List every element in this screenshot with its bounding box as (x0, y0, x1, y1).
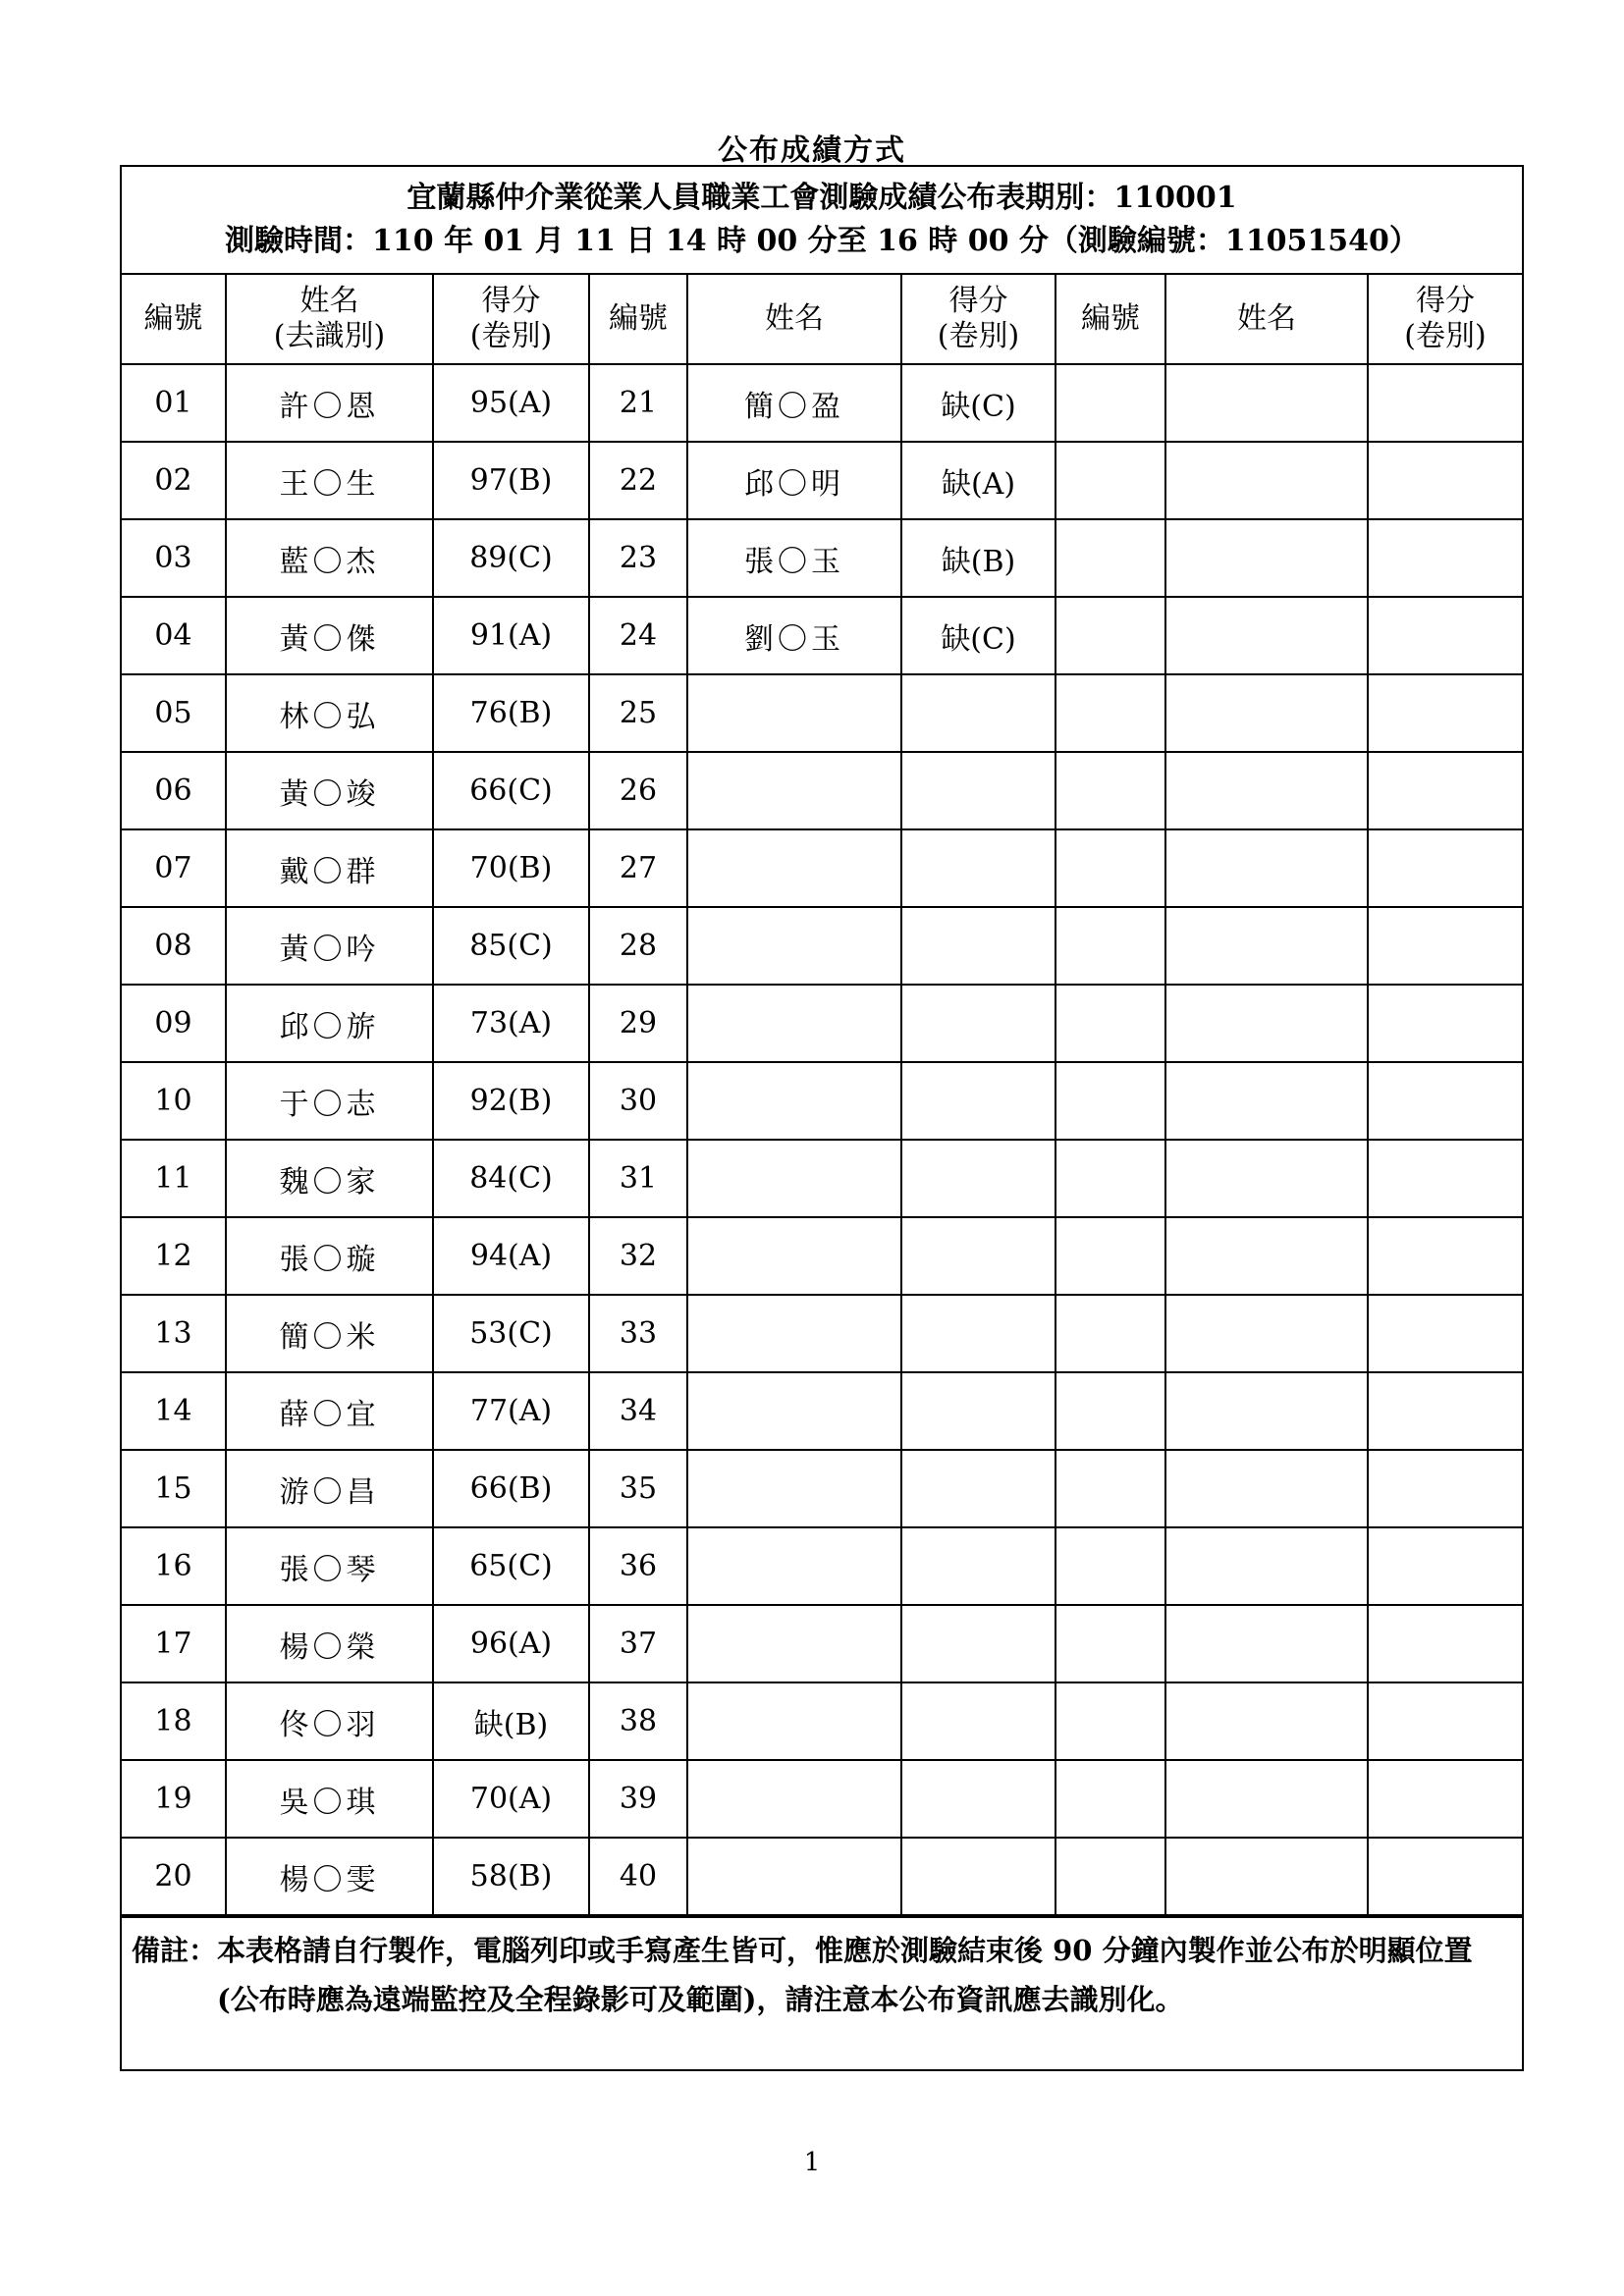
entry-number: 31 (589, 1140, 687, 1217)
entry-name: 戴〇群 (226, 829, 433, 907)
header-exam-time: 測驗時間：110 年 01 月 11 日 14 時 00 分至 16 時 00 分（測驗編號：11051540） (225, 224, 1419, 258)
entry-number: 36 (589, 1527, 687, 1605)
entry-score-empty (1368, 1062, 1522, 1140)
table-row (122, 1682, 1522, 1760)
entry-name (687, 985, 901, 1062)
entry-score (901, 1062, 1056, 1140)
entry-score (901, 907, 1056, 985)
col-score-main: 得分 (1416, 284, 1475, 318)
entry-name-empty (1165, 1295, 1368, 1372)
entry-number: 26 (589, 752, 687, 829)
entry-name: 林〇弘 (226, 674, 433, 752)
entry-number: 04 (122, 597, 226, 674)
table-row (122, 907, 1522, 985)
col-score-sub: (卷別) (469, 319, 553, 353)
entry-score (901, 1450, 1056, 1527)
entry-score-empty (1368, 1760, 1522, 1838)
entry-score (901, 1605, 1056, 1682)
entry-name (687, 1450, 901, 1527)
entry-score-empty (1368, 1605, 1522, 1682)
entry-score (901, 1527, 1056, 1605)
entry-number-empty (1056, 829, 1165, 907)
entry-score (901, 1295, 1056, 1372)
entry-name: 邱〇明 (687, 442, 901, 519)
entry-score-empty (1368, 364, 1522, 442)
entry-number: 38 (589, 1682, 687, 1760)
header-union-period: 宜蘭縣仲介業從業人員職業工會測驗成績公布表期別：110001 (406, 181, 1237, 215)
table-row (122, 1217, 1522, 1295)
col-name-header (226, 275, 433, 364)
entry-number: 02 (122, 442, 226, 519)
column-header-row (122, 275, 1522, 364)
entry-score: 96(A) (433, 1605, 589, 1682)
entry-name-empty (1165, 1217, 1368, 1295)
entry-name (687, 1605, 901, 1682)
entry-number: 03 (122, 519, 226, 597)
entry-name: 邱〇旂 (226, 985, 433, 1062)
entry-score: 92(B) (433, 1062, 589, 1140)
score-grid (122, 275, 1522, 1916)
entry-number: 17 (122, 1605, 226, 1682)
entry-name (687, 1217, 901, 1295)
entry-name-empty (1165, 1605, 1368, 1682)
entry-number-empty (1056, 1217, 1165, 1295)
entry-name-empty (1165, 1450, 1368, 1527)
table-header (122, 167, 1522, 275)
entry-number: 16 (122, 1527, 226, 1605)
col-score-main: 得分 (481, 284, 541, 318)
entry-name-empty (1165, 519, 1368, 597)
entry-number-empty (1056, 1682, 1165, 1760)
entry-name-empty (1165, 829, 1368, 907)
entry-score-empty (1368, 907, 1522, 985)
entry-name: 張〇琴 (226, 1527, 433, 1605)
entry-score (901, 1760, 1056, 1838)
entry-number-empty (1056, 674, 1165, 752)
entry-score: 53(C) (433, 1295, 589, 1372)
entry-number: 37 (589, 1605, 687, 1682)
table-row (122, 1140, 1522, 1217)
entry-score: 缺(B) (433, 1682, 589, 1760)
entry-name-empty (1165, 985, 1368, 1062)
entry-name: 藍〇杰 (226, 519, 433, 597)
entry-number: 11 (122, 1140, 226, 1217)
entry-name (687, 1527, 901, 1605)
remarks-label: 備註： (132, 1934, 218, 1967)
entry-number: 29 (589, 985, 687, 1062)
entry-number: 34 (589, 1372, 687, 1450)
entry-score: 70(A) (433, 1760, 589, 1838)
entry-score-empty (1368, 1217, 1522, 1295)
entry-score-empty (1368, 1140, 1522, 1217)
entry-score-empty (1368, 597, 1522, 674)
entry-score (901, 1372, 1056, 1450)
entry-number: 07 (122, 829, 226, 907)
entry-score (901, 674, 1056, 752)
entry-number-empty (1056, 519, 1165, 597)
entry-name-empty (1165, 674, 1368, 752)
entry-name-empty (1165, 752, 1368, 829)
entry-name (687, 1372, 901, 1450)
entry-score-empty (1368, 1682, 1522, 1760)
entry-score (901, 1838, 1056, 1915)
entry-number: 33 (589, 1295, 687, 1372)
entry-number: 05 (122, 674, 226, 752)
entry-number: 35 (589, 1450, 687, 1527)
entry-score-empty (1368, 519, 1522, 597)
entry-name: 王〇生 (226, 442, 433, 519)
entry-name: 黃〇竣 (226, 752, 433, 829)
entry-score: 77(A) (433, 1372, 589, 1450)
score-table-frame (120, 165, 1524, 2071)
col-score-sub: (卷別) (937, 319, 1020, 353)
entry-number: 32 (589, 1217, 687, 1295)
entry-score: 94(A) (433, 1217, 589, 1295)
entry-number-empty (1056, 1372, 1165, 1450)
document-title: 公布成績方式 (718, 133, 906, 168)
entry-name (687, 1838, 901, 1915)
entry-number: 20 (122, 1838, 226, 1915)
entry-number: 39 (589, 1760, 687, 1838)
entry-score (901, 985, 1056, 1062)
entry-score: 89(C) (433, 519, 589, 597)
entry-number-empty (1056, 1295, 1165, 1372)
entry-number: 24 (589, 597, 687, 674)
entry-number-empty (1056, 1450, 1165, 1527)
table-row (122, 1295, 1522, 1372)
entry-score: 缺(B) (901, 519, 1056, 597)
table-row (122, 1372, 1522, 1450)
entry-number-empty (1056, 1062, 1165, 1140)
entry-score: 95(A) (433, 364, 589, 442)
entry-name: 張〇璇 (226, 1217, 433, 1295)
entry-number: 10 (122, 1062, 226, 1140)
entry-name: 張〇玉 (687, 519, 901, 597)
entry-score-empty (1368, 752, 1522, 829)
col-number-header: 編號 (1056, 275, 1165, 364)
entry-score-empty (1368, 1527, 1522, 1605)
entry-number: 21 (589, 364, 687, 442)
entry-name-empty (1165, 1682, 1368, 1760)
table-row (122, 674, 1522, 752)
table-row (122, 1760, 1522, 1838)
entry-number: 25 (589, 674, 687, 752)
entry-number: 28 (589, 907, 687, 985)
col-score-header (433, 275, 589, 364)
entry-score (901, 1217, 1056, 1295)
entry-score-empty (1368, 1450, 1522, 1527)
entry-number-empty (1056, 1527, 1165, 1605)
col-score-main: 得分 (948, 284, 1008, 318)
entry-number-empty (1056, 1140, 1165, 1217)
entry-name-empty (1165, 1140, 1368, 1217)
entry-number-empty (1056, 907, 1165, 985)
entry-score-empty (1368, 829, 1522, 907)
page-number: 1 (803, 2148, 821, 2177)
entry-name (687, 1295, 901, 1372)
entry-number: 12 (122, 1217, 226, 1295)
entry-number: 23 (589, 519, 687, 597)
entry-name (687, 752, 901, 829)
table-row (122, 597, 1522, 674)
entry-number: 19 (122, 1760, 226, 1838)
entry-score: 73(A) (433, 985, 589, 1062)
entry-name (687, 1062, 901, 1140)
table-row (122, 752, 1522, 829)
entry-score: 66(C) (433, 752, 589, 829)
entry-number-empty (1056, 1760, 1165, 1838)
entry-score: 85(C) (433, 907, 589, 985)
entry-score (901, 1140, 1056, 1217)
entry-score-empty (1368, 442, 1522, 519)
entry-number: 22 (589, 442, 687, 519)
col-score-header (1368, 275, 1522, 364)
entry-name (687, 674, 901, 752)
entry-name: 簡〇米 (226, 1295, 433, 1372)
entry-name: 黃〇吟 (226, 907, 433, 985)
entry-number: 09 (122, 985, 226, 1062)
entry-score: 97(B) (433, 442, 589, 519)
col-number-header: 編號 (589, 275, 687, 364)
entry-number: 40 (589, 1838, 687, 1915)
entry-name: 楊〇榮 (226, 1605, 433, 1682)
entry-score: 缺(C) (901, 364, 1056, 442)
entry-name (687, 1760, 901, 1838)
table-row (122, 1450, 1522, 1527)
entry-name: 吳〇琪 (226, 1760, 433, 1838)
entry-name-empty (1165, 364, 1368, 442)
remarks (122, 1916, 1522, 2024)
entry-score-empty (1368, 1372, 1522, 1450)
entry-name-empty (1165, 1527, 1368, 1605)
entry-score: 缺(A) (901, 442, 1056, 519)
entry-number-empty (1056, 597, 1165, 674)
entry-score: 缺(C) (901, 597, 1056, 674)
entry-name-empty (1165, 1062, 1368, 1140)
table-row (122, 364, 1522, 442)
entry-name-empty (1165, 1372, 1368, 1450)
entry-score: 70(B) (433, 829, 589, 907)
table-row (122, 1838, 1522, 1915)
entry-score-empty (1368, 674, 1522, 752)
entry-number: 06 (122, 752, 226, 829)
entry-number: 08 (122, 907, 226, 985)
entry-score (901, 1682, 1056, 1760)
entry-number-empty (1056, 985, 1165, 1062)
entry-name-empty (1165, 1760, 1368, 1838)
entry-number: 14 (122, 1372, 226, 1450)
entry-name (687, 1140, 901, 1217)
entry-number: 30 (589, 1062, 687, 1140)
table-row (122, 1527, 1522, 1605)
remarks-text: 本表格請自行製作，電腦列印或手寫產生皆可，惟應於測驗結束後 90 分鐘內製作並公布於明顯位置(公布時應為遠端監控及全程錄影可及範圍)，請注意本公布資訊應去識別化。 (217, 1934, 1473, 2016)
entry-name: 劉〇玉 (687, 597, 901, 674)
col-number-header: 編號 (122, 275, 226, 364)
entry-name-empty (1165, 1838, 1368, 1915)
entry-number: 27 (589, 829, 687, 907)
entry-name: 游〇昌 (226, 1450, 433, 1527)
entry-score: 65(C) (433, 1527, 589, 1605)
entry-name (687, 829, 901, 907)
entry-name (687, 1682, 901, 1760)
entry-number-empty (1056, 364, 1165, 442)
entry-score: 84(C) (433, 1140, 589, 1217)
entry-name-empty (1165, 907, 1368, 985)
entry-number-empty (1056, 752, 1165, 829)
table-row (122, 442, 1522, 519)
table-row (122, 519, 1522, 597)
entry-number-empty (1056, 442, 1165, 519)
col-name-sub: (去識別) (273, 319, 386, 353)
entry-name: 簡〇盈 (687, 364, 901, 442)
entry-name: 黃〇傑 (226, 597, 433, 674)
table-row (122, 985, 1522, 1062)
table-row (122, 1062, 1522, 1140)
entry-name: 魏〇家 (226, 1140, 433, 1217)
entry-name: 許〇恩 (226, 364, 433, 442)
entry-score: 66(B) (433, 1450, 589, 1527)
entry-score: 91(A) (433, 597, 589, 674)
entry-name: 薛〇宜 (226, 1372, 433, 1450)
col-name-header: 姓名 (687, 275, 901, 364)
entry-score: 58(B) (433, 1838, 589, 1915)
entry-number-empty (1056, 1838, 1165, 1915)
entry-name: 于〇志 (226, 1062, 433, 1140)
entry-number: 13 (122, 1295, 226, 1372)
entry-score-empty (1368, 1838, 1522, 1915)
entry-number: 01 (122, 364, 226, 442)
table-row (122, 1605, 1522, 1682)
entry-name: 佟〇羽 (226, 1682, 433, 1760)
col-name-main: 姓名 (299, 284, 359, 318)
entry-score (901, 752, 1056, 829)
entry-score: 76(B) (433, 674, 589, 752)
entry-score-empty (1368, 985, 1522, 1062)
entry-name: 楊〇雯 (226, 1838, 433, 1915)
col-name-header: 姓名 (1165, 275, 1368, 364)
entry-number: 15 (122, 1450, 226, 1527)
col-score-header (901, 275, 1056, 364)
entry-number: 18 (122, 1682, 226, 1760)
entry-number-empty (1056, 1605, 1165, 1682)
entry-score-empty (1368, 1295, 1522, 1372)
entry-name (687, 907, 901, 985)
entry-name-empty (1165, 597, 1368, 674)
entry-name-empty (1165, 442, 1368, 519)
table-row (122, 829, 1522, 907)
entry-score (901, 829, 1056, 907)
col-score-sub: (卷別) (1404, 319, 1487, 353)
